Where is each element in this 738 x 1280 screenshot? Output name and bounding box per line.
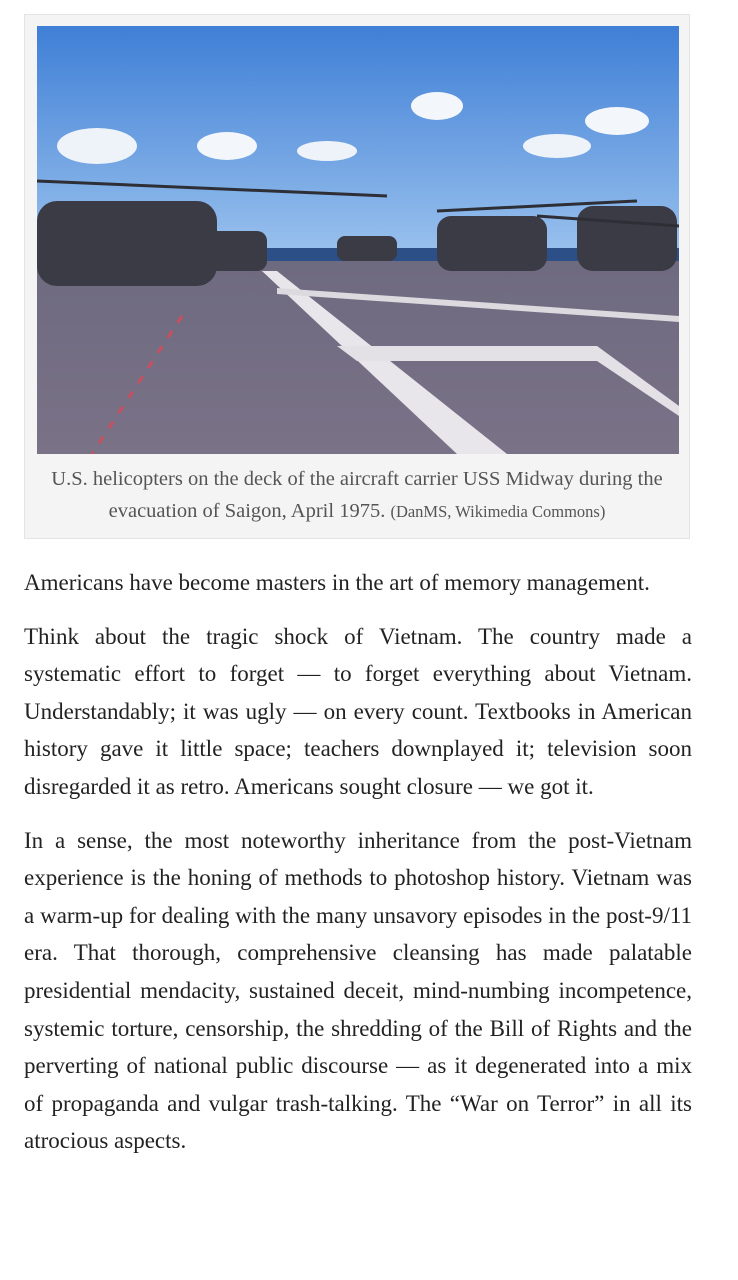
helicopter-carrier-photo: [37, 26, 679, 454]
paragraph: Americans have become masters in the art of memory management.: [24, 570, 650, 595]
photo-credit: (DanMS, Wikimedia Commons): [390, 502, 606, 521]
article-body: [24, 564, 692, 1176]
photo-figure: [24, 14, 690, 539]
paragraph: Think about the tragic shock of Vietnam. The country made a systematic effort to forget — to forget everything about Vietnam. Understandably; it was ugly — on every count. Textbooks in American history gave it little space; teachers downplayed it; television soon disregarded it as retro. Americans sought closure — we got it.: [24, 623, 692, 799]
caption-text: U.S. helicopters on the deck of the aircraft carrier USS Midway during the evacuation of Saigon, April 1975.: [51, 468, 663, 522]
paragraph: In a sense, the most noteworthy inheritance from the post-Vietnam experience is the honing of methods to photoshop history. Vietnam was a warm-up for dealing with the many unsavory episodes in the post-9/11 era. That thorough, comprehensive cleansing has made palatable presidential mendacity, sustained deceit, mind-numbing incompetence, systemic torture, censorship, the shredding of the Bill of Rights and the perverting of national public discourse — as it degenerated into a mix of propaganda and vulgar trash-talking. The “War on Terror” in all its atrocious aspects.: [24, 827, 692, 1154]
photo-caption: [33, 463, 681, 528]
